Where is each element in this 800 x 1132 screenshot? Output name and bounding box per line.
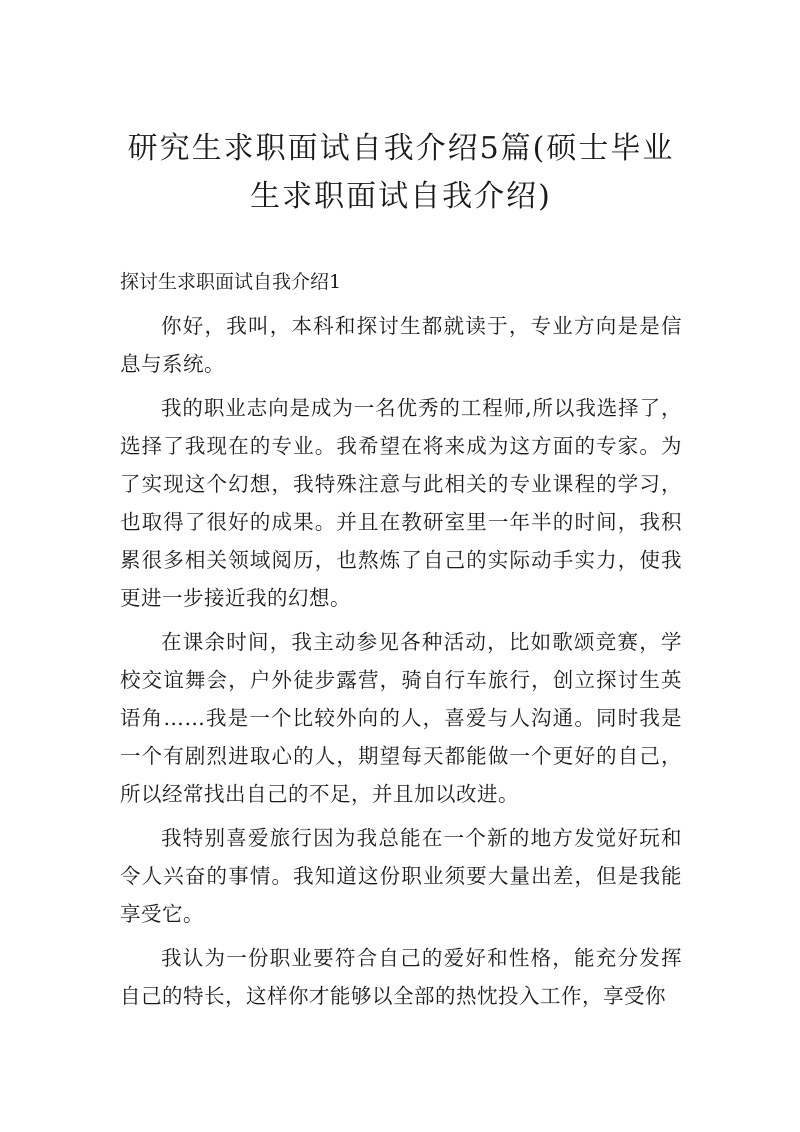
paragraph-4: 我特别喜爱旅行因为我总能在一个新的地方发觉好玩和令人兴奋的事情。我知道这份职业须要大量出差，但是我能享受它。 [120,826,682,926]
paragraph-2: 我的职业志向是成为一名优秀的工程师,所以我选择了，选择了我现在的专业。我希望在将来成为这方面的专家。为了实现这个幻想，我特殊注意与此相关的专业课程的学习，也取得了很好的成果。并且在教研室里一年半的时间，我积累很多相关领域阅历，也熬炼了自己的实际动手实力，使我更进一步接近我的幻想。 [120,396,682,610]
document-title: 研究生求职面试自我介绍5篇(硕士毕业生求职面试自我介绍) [127,131,675,214]
section-heading: 探讨生求职面试自我介绍1 [120,271,342,293]
paragraph-3: 在课余时间，我主动参见各种活动，比如歌颂竞赛，学校交谊舞会，户外徒步露营，骑自行车旅行，创立探讨生英语角……我是一个比较外向的人，喜爱与人沟通。同时我是一个有剧烈进取心的人，期望每天都能做一个更好的自己，所以经常找出自己的不足，并且加以改进。 [120,630,682,806]
paragraph-5: 我认为一份职业要符合自己的爱好和性格，能充分发挥自己的特长，这样你才能够以全部的热忱投入工作，享受你 [120,946,682,1008]
paragraph-1: 你好，我叫，本科和探讨生都就读于，专业方向是是信息与系统。 [120,314,682,376]
